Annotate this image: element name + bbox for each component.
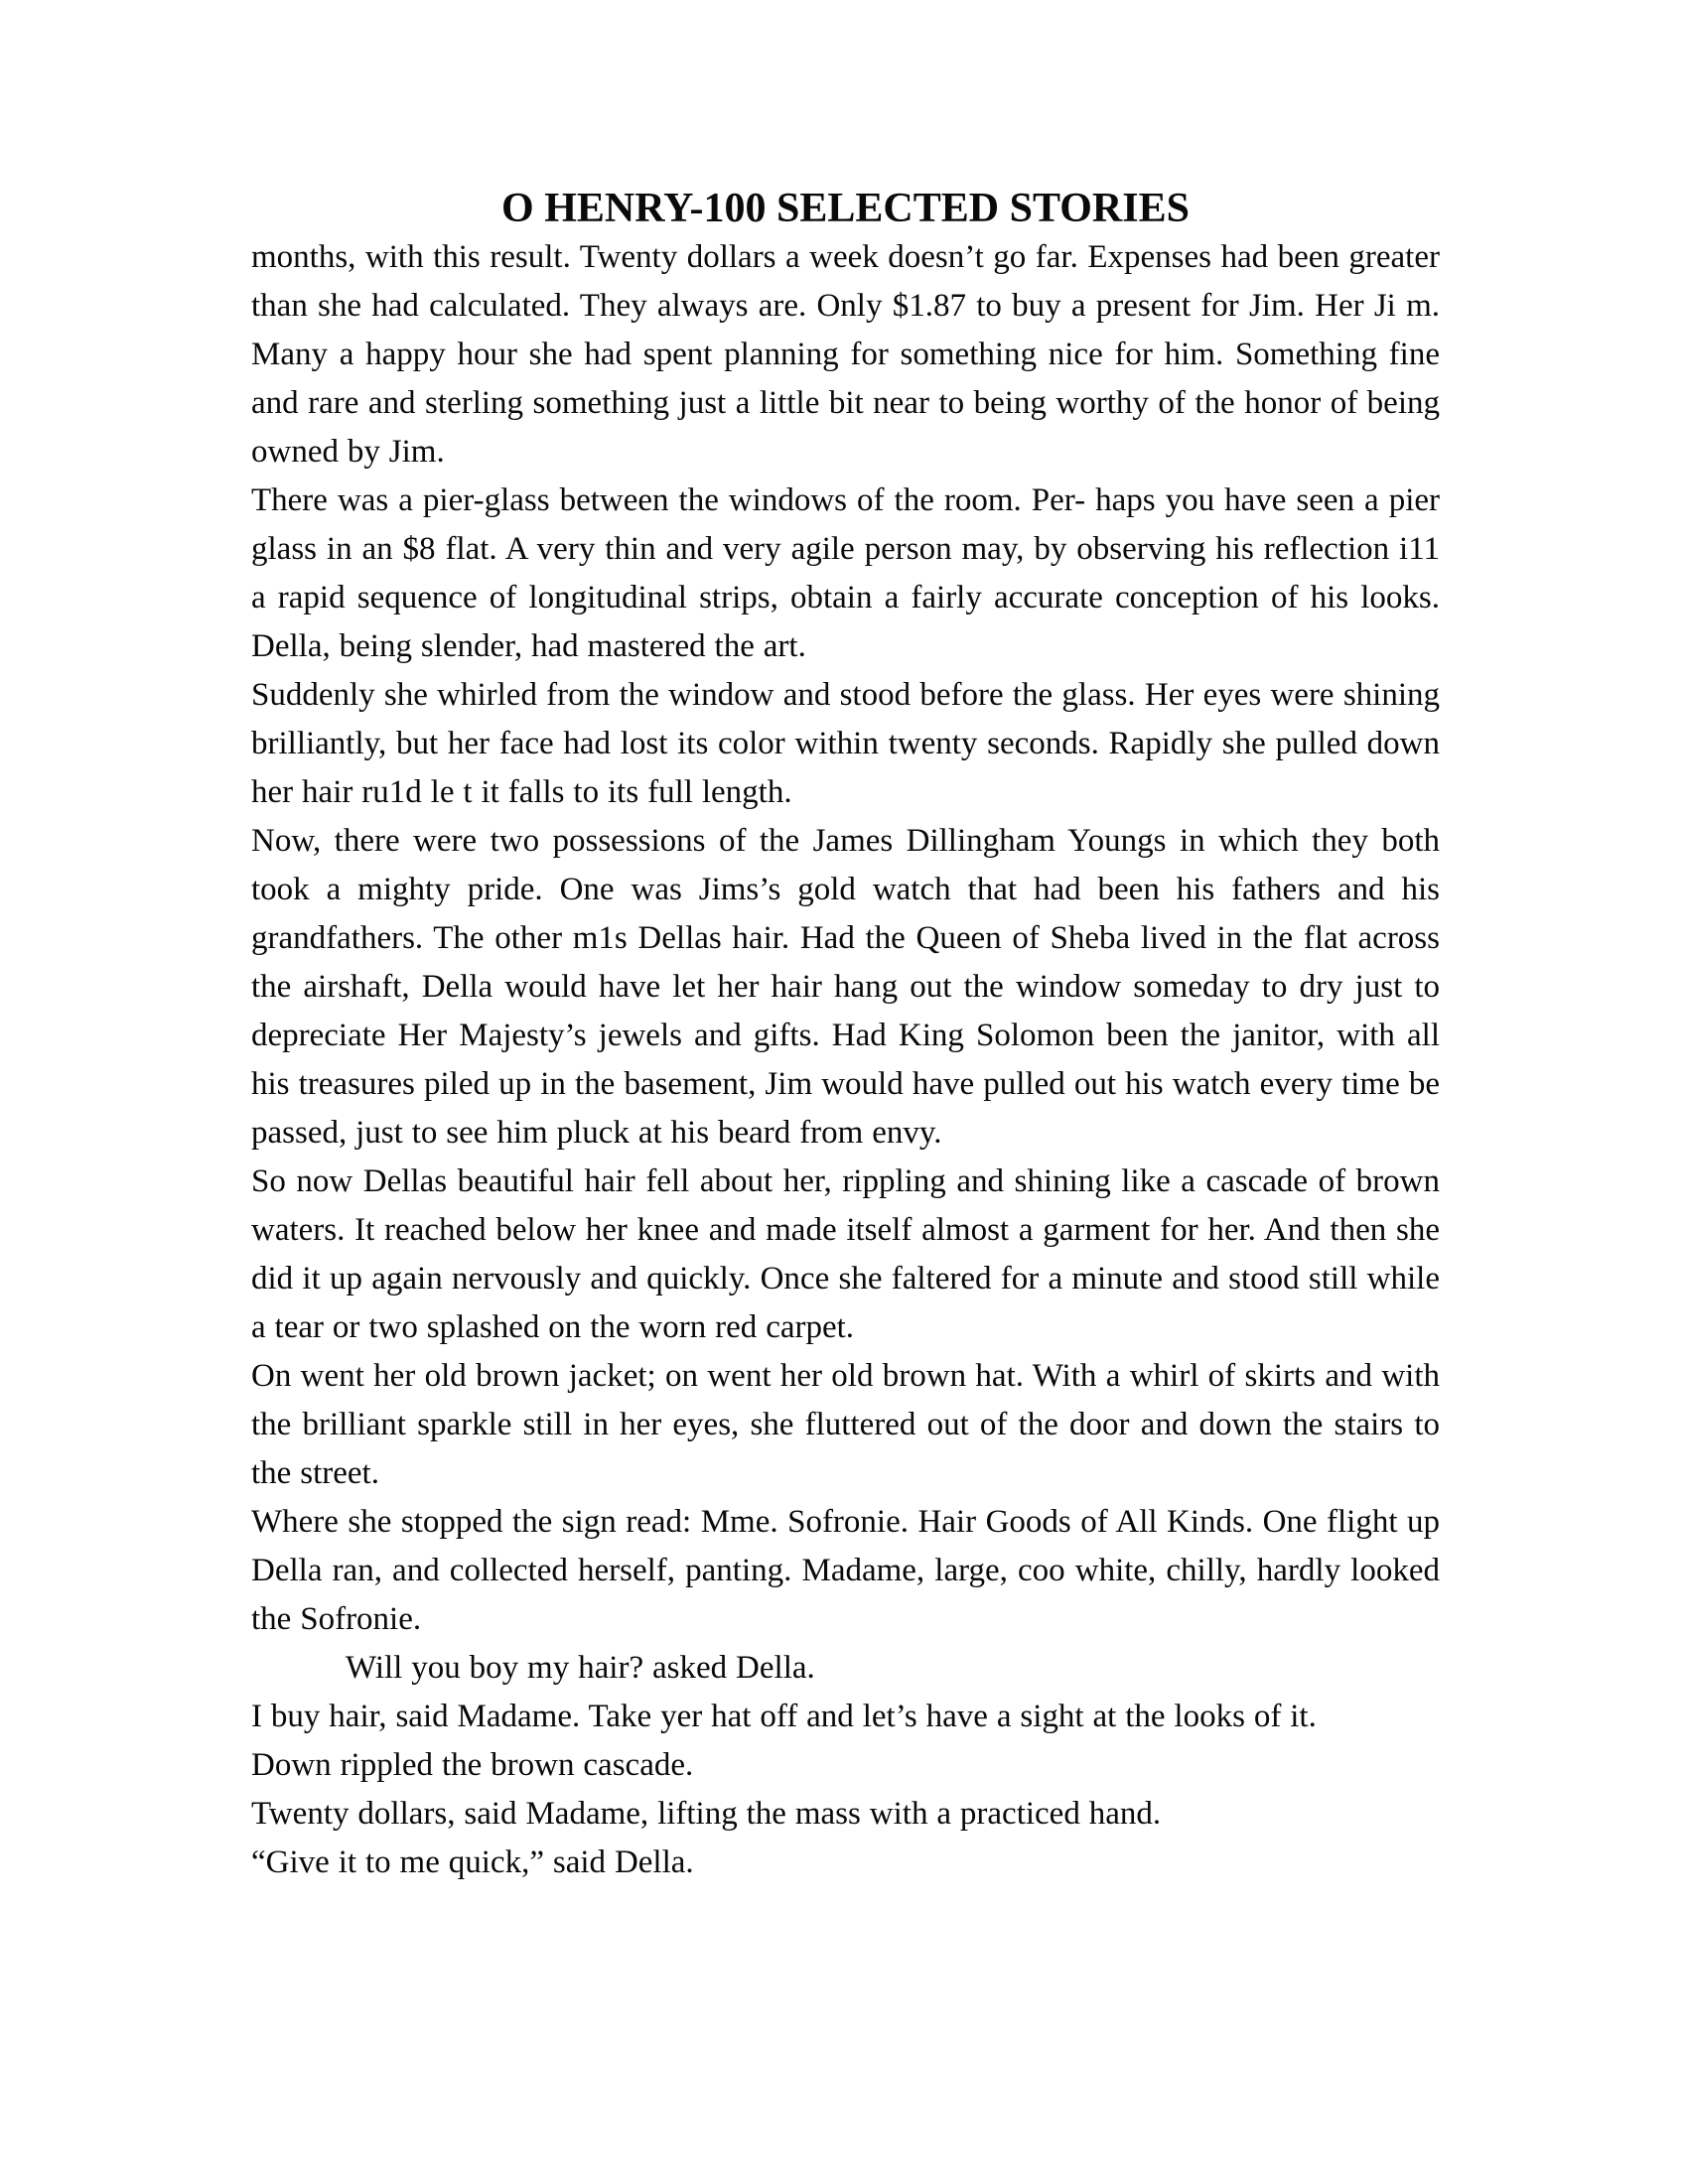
paragraph-6: On went her old brown jacket; on went her old brown hat. With a whirl of skirts and with the brilliant sparkle still in her eyes, she fluttered out of the door and down the stairs to the street. xyxy=(251,1358,1440,1491)
paragraph-12-dialogue: “Give it to me quick,” said Della. xyxy=(251,1844,694,1880)
paragraph-7: Where she stopped the sign read: Mme. Sofronie. Hair Goods of All Kinds. One flight up Della ran, and collected herself, panting. Madame, large, coo white, chilly, hardly looked the Sofronie. xyxy=(251,1504,1440,1637)
paragraph-10: Down rippled the brown cascade. xyxy=(251,1747,694,1783)
paragraph-9-dialogue: I buy hair, said Madame. Take yer hat off and let’s have a sight at the looks of it. xyxy=(251,1699,1317,1734)
paragraph-4: Now, there were two possessions of the James Dillingham Youngs in which they both took a mighty pride. One was Jims’s gold watch that had been his fathers and his grandfathers. The other m1s Dellas hair. Had the Queen of Sheba lived in the flat across the airshaft, Della would have let her hair hang out the window someday to dry just to depreciate Her Majesty’s jewels and gifts. Had King Solomon been the janitor, with all his treasures piled up in the basement, Jim would have pulled out his watch every time be passed, just to see him pluck at his beard from envy. xyxy=(251,823,1440,1151)
paragraph-3: Suddenly she whirled from the window and stood before the glass. Her eyes were shining brilliantly, but her face had lost its color within twenty seconds. Rapidly she pulled down her hair ru1d le t it falls to its full length. xyxy=(251,677,1440,810)
paragraph-11-dialogue: Twenty dollars, said Madame, lifting the mass with a practiced hand. xyxy=(251,1796,1162,1832)
paragraph-8-dialogue: Will you boy my hair? asked Della. xyxy=(346,1650,815,1686)
paragraph-5: So now Dellas beautiful hair fell about her, rippling and shining like a cascade of brown waters. It reached below her knee and made itself almost a garment for her. And then she did it up again nervously and quickly. Once she faltered for a minute and stood still while a tear or two splashed on the worn red carpet. xyxy=(251,1163,1440,1345)
paragraph-2: There was a pier-glass between the windows of the room. Per- haps you have seen a pier glass in an $8 flat. A very thin and very agile person may, by observing his reflection i11 a rapid sequence of longitudinal strips, obtain a fairly accurate conception of his looks. Della, being slender, had mastered the art. xyxy=(251,482,1440,664)
book-title: O HENRY-100 SELECTED STORIES xyxy=(501,186,1190,231)
text-column xyxy=(251,185,1440,1887)
paragraph-1: months, with this result. Twenty dollars a week doesn’t go far. Expenses had been greater than she had calculated. They always are. Only $1.87 to buy a present for Jim. Her Ji m. Many a happy hour she had spent planning for something nice for him. Something fine and rare and sterling something just a little bit near to being worthy of the honor of being owned by Jim. xyxy=(251,239,1440,470)
